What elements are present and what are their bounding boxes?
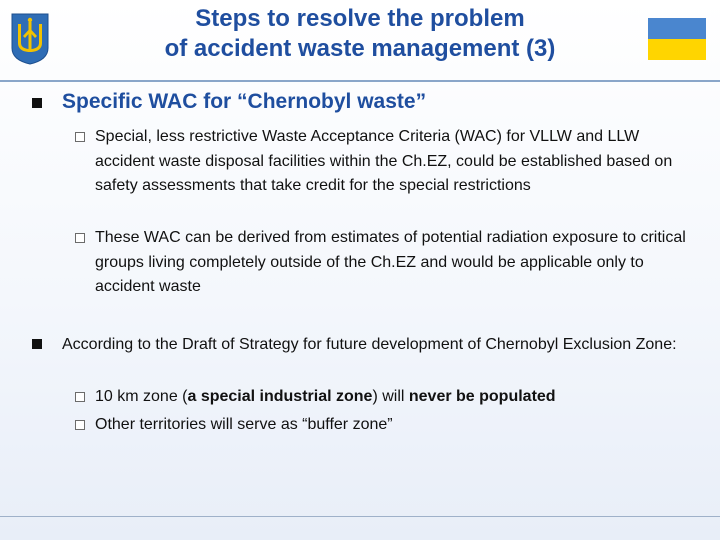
sub1-bold-never-populated: never be populated	[408, 388, 556, 405]
sub1-text-mid: ) will	[372, 388, 409, 405]
coat-of-arms-icon	[8, 10, 52, 66]
bullet-2-sub-1	[95, 385, 695, 410]
bullet-1-heading: Specific WAC for “Chernobyl waste”	[62, 90, 427, 113]
bullet-1-sub-1: Special, less restrictive Waste Acceptance Criteria (WAC) for VLLW and LLW accident waste disposal facilities within the Ch.EZ, could be established based on safety assessments that take credit for the special restrictions	[95, 128, 673, 194]
checkbox-bullet-icon	[75, 132, 85, 142]
bullet-1-sub-2: These WAC can be derived from estimates of potential radiation exposure to critical groups living completely outside of the Ch.EZ and would be applicable only to accident waste	[95, 229, 686, 295]
checkbox-bullet-icon	[75, 392, 85, 402]
bullet-2-text: According to the Draft of Strategy for future development of Chernobyl Exclusion Zone:	[62, 336, 677, 353]
sub1-text-pre: 10 km zone (	[95, 388, 188, 405]
flag-blue-stripe	[648, 18, 706, 39]
square-bullet-icon	[32, 339, 42, 349]
title-divider	[0, 80, 720, 82]
sub1-bold-special-zone: a special industrial zone	[187, 388, 373, 405]
flag-yellow-stripe	[648, 39, 706, 60]
title-line-2: of accident waste management (3)	[164, 35, 556, 62]
page-title	[80, 4, 640, 64]
ukraine-flag-icon	[648, 18, 706, 60]
square-bullet-icon	[32, 98, 42, 108]
checkbox-bullet-icon	[75, 420, 85, 430]
bullet-2-sub-2: Other territories will serve as “buffer zone”	[95, 416, 393, 433]
slide-header	[0, 0, 720, 80]
title-line-1: Steps to resolve the problem	[195, 5, 525, 32]
footer-divider	[0, 516, 720, 517]
checkbox-bullet-icon	[75, 233, 85, 243]
